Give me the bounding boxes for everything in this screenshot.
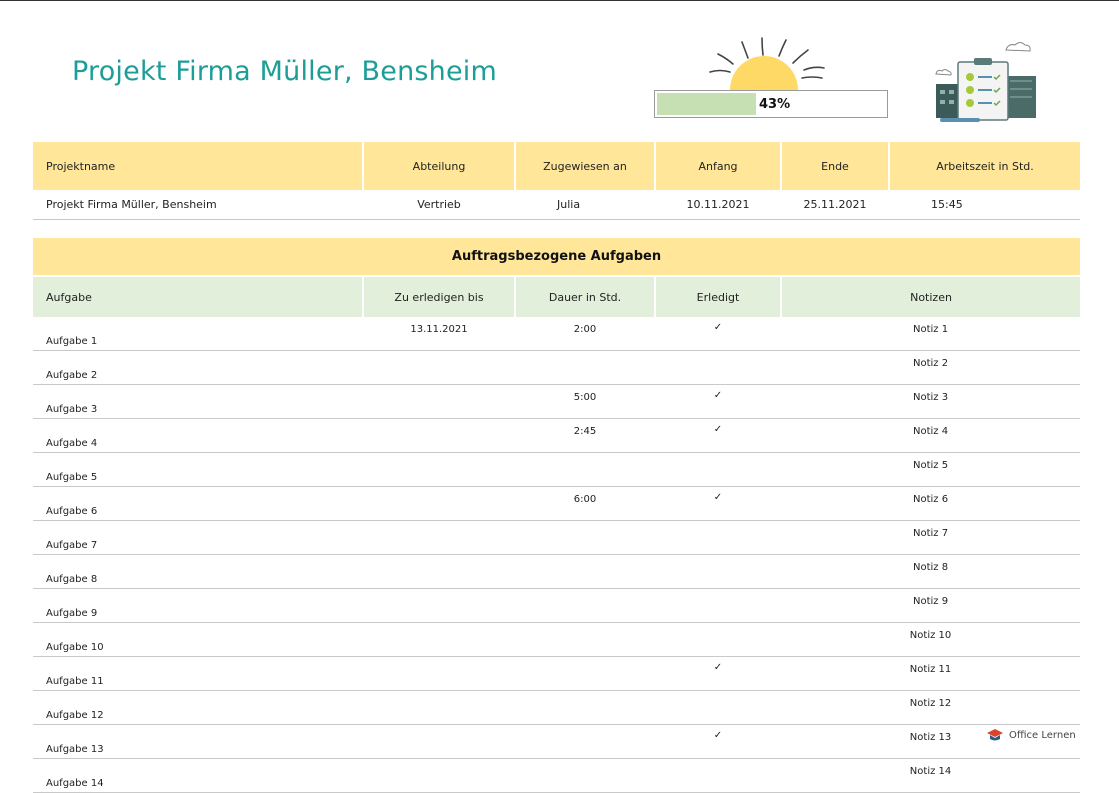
table-row [33, 759, 1080, 793]
due-date-cell[interactable] [363, 487, 515, 521]
table-row [33, 385, 1080, 419]
done-cell[interactable] [655, 521, 781, 555]
logo-text: Office Lernen [1009, 729, 1076, 741]
header-arbeitszeit: Arbeitszeit in Std. [889, 142, 1080, 190]
header-erledigt: Erledigt [655, 276, 781, 317]
table-row [33, 657, 1080, 691]
done-cell[interactable]: ✓ [655, 317, 781, 351]
header-zugewiesen-an: Zugewiesen an [515, 142, 655, 190]
duration-cell[interactable]: 2:45 [515, 419, 655, 453]
top-border-line [0, 0, 1119, 1]
progress-fill [657, 93, 756, 115]
due-date-cell[interactable] [363, 725, 515, 759]
note-cell[interactable]: Notiz 7 [781, 521, 1080, 555]
table-row [33, 725, 1080, 759]
project-header-row [33, 142, 1080, 190]
due-date-cell[interactable] [363, 351, 515, 385]
duration-cell[interactable] [515, 589, 655, 623]
header-projektname: Projektname [33, 142, 363, 190]
table-row [33, 691, 1080, 725]
assignee-cell[interactable]: Julia [515, 190, 655, 220]
due-date-cell[interactable] [363, 453, 515, 487]
note-cell[interactable]: Notiz 9 [781, 589, 1080, 623]
done-cell[interactable] [655, 453, 781, 487]
done-cell[interactable]: ✓ [655, 487, 781, 521]
task-name-cell[interactable]: Aufgabe 6 [33, 487, 363, 521]
note-cell[interactable]: Notiz 4 [781, 419, 1080, 453]
table-row [33, 317, 1080, 351]
header-aufgabe: Aufgabe [33, 276, 363, 317]
note-cell[interactable]: Notiz 2 [781, 351, 1080, 385]
duration-cell[interactable] [515, 453, 655, 487]
duration-cell[interactable] [515, 657, 655, 691]
work-hours-cell[interactable]: 15:45 [889, 190, 1080, 220]
duration-cell[interactable] [515, 555, 655, 589]
due-date-cell[interactable] [363, 623, 515, 657]
tasks-banner-title: Auftragsbezogene Aufgaben [33, 238, 1080, 276]
task-name-cell[interactable]: Aufgabe 8 [33, 555, 363, 589]
note-cell[interactable]: Notiz 8 [781, 555, 1080, 589]
note-cell[interactable]: Notiz 10 [781, 623, 1080, 657]
task-name-cell[interactable]: Aufgabe 4 [33, 419, 363, 453]
office-lernen-logo [986, 728, 1076, 742]
header-abteilung: Abteilung [363, 142, 515, 190]
due-date-cell[interactable] [363, 419, 515, 453]
due-date-cell[interactable] [363, 691, 515, 725]
project-name-cell[interactable]: Projekt Firma Müller, Bensheim [33, 190, 363, 220]
task-name-cell[interactable]: Aufgabe 1 [33, 317, 363, 351]
note-cell[interactable]: Notiz 6 [781, 487, 1080, 521]
header-anfang: Anfang [655, 142, 781, 190]
duration-cell[interactable]: 5:00 [515, 385, 655, 419]
task-name-cell[interactable]: Aufgabe 10 [33, 623, 363, 657]
project-row [33, 190, 1080, 220]
note-cell[interactable]: Notiz 12 [781, 691, 1080, 725]
task-name-cell[interactable]: Aufgabe 13 [33, 725, 363, 759]
done-cell[interactable]: ✓ [655, 419, 781, 453]
tasks-header-row [33, 276, 1080, 317]
project-info-table [33, 142, 1080, 220]
due-date-cell[interactable] [363, 555, 515, 589]
duration-cell[interactable] [515, 521, 655, 555]
due-date-cell[interactable] [363, 759, 515, 793]
page-title: Projekt Firma Müller, Bensheim [72, 56, 498, 87]
due-date-cell[interactable] [363, 385, 515, 419]
task-name-cell[interactable]: Aufgabe 9 [33, 589, 363, 623]
end-date-cell[interactable]: 25.11.2021 [781, 190, 889, 220]
table-row [33, 351, 1080, 385]
graduation-cap-icon [986, 728, 1004, 742]
done-cell[interactable] [655, 759, 781, 793]
checklist-illustration-icon [930, 40, 1040, 126]
progress-label: 43% [759, 97, 791, 112]
duration-cell[interactable] [515, 725, 655, 759]
table-row [33, 419, 1080, 453]
done-cell[interactable] [655, 589, 781, 623]
due-date-cell[interactable] [363, 521, 515, 555]
duration-cell[interactable]: 2:00 [515, 317, 655, 351]
table-row [33, 521, 1080, 555]
table-row [33, 623, 1080, 657]
done-cell[interactable]: ✓ [655, 725, 781, 759]
task-name-cell[interactable]: Aufgabe 7 [33, 521, 363, 555]
progress-bar [654, 90, 888, 118]
tasks-table [33, 238, 1080, 793]
department-cell[interactable]: Vertrieb [363, 190, 515, 220]
table-row [33, 487, 1080, 521]
duration-cell[interactable]: 6:00 [515, 487, 655, 521]
done-cell[interactable]: ✓ [655, 657, 781, 691]
tasks-banner-row [33, 238, 1080, 276]
header-notizen: Notizen [781, 276, 1080, 317]
duration-cell[interactable] [515, 351, 655, 385]
done-cell[interactable] [655, 351, 781, 385]
duration-cell[interactable] [515, 691, 655, 725]
task-name-cell[interactable]: Aufgabe 11 [33, 657, 363, 691]
start-date-cell[interactable]: 10.11.2021 [655, 190, 781, 220]
task-name-cell[interactable]: Aufgabe 2 [33, 351, 363, 385]
note-cell[interactable]: Notiz 13 [781, 725, 1080, 759]
table-row [33, 589, 1080, 623]
done-cell[interactable] [655, 691, 781, 725]
done-cell[interactable] [655, 623, 781, 657]
task-name-cell[interactable]: Aufgabe 12 [33, 691, 363, 725]
due-date-cell[interactable] [363, 589, 515, 623]
note-cell[interactable]: Notiz 5 [781, 453, 1080, 487]
table-row [33, 555, 1080, 589]
task-name-cell[interactable]: Aufgabe 14 [33, 759, 363, 793]
duration-cell[interactable] [515, 759, 655, 793]
note-cell[interactable]: Notiz 1 [781, 317, 1080, 351]
done-cell[interactable] [655, 555, 781, 589]
note-cell[interactable]: Notiz 3 [781, 385, 1080, 419]
duration-cell[interactable] [515, 623, 655, 657]
due-date-cell[interactable] [363, 657, 515, 691]
header-zu-erledigen-bis: Zu erledigen bis [363, 276, 515, 317]
header-dauer: Dauer in Std. [515, 276, 655, 317]
done-cell[interactable]: ✓ [655, 385, 781, 419]
task-name-cell[interactable]: Aufgabe 3 [33, 385, 363, 419]
note-cell[interactable]: Notiz 11 [781, 657, 1080, 691]
header-ende: Ende [781, 142, 889, 190]
due-date-cell[interactable]: 13.11.2021 [363, 317, 515, 351]
note-cell[interactable]: Notiz 14 [781, 759, 1080, 793]
task-name-cell[interactable]: Aufgabe 5 [33, 453, 363, 487]
sun-icon [700, 34, 830, 90]
table-row [33, 453, 1080, 487]
